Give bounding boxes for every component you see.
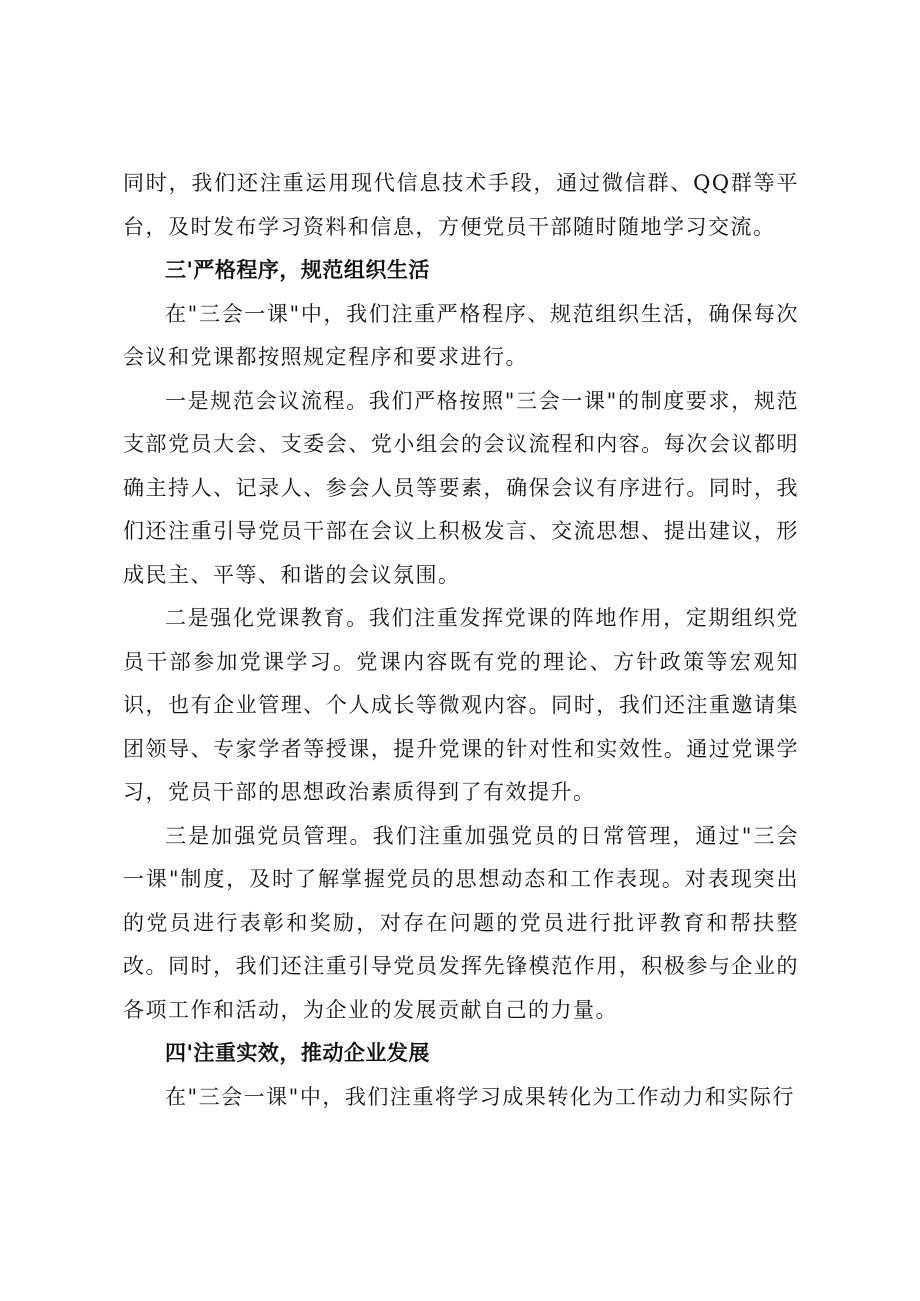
paragraph-info-tech: 同时，我们还注重运用现代信息技术手段，通过微信群、QQ群等平台，及时发布学习资料和信息，方便党员干部随时随地学习交流。 [123, 171, 799, 239]
paragraph-effectiveness: 在"三会一课"中，我们注重将学习成果转化为工作动力和实际行 [165, 1084, 795, 1109]
document-body [123, 162, 799, 1119]
section-heading-four: 四'注重实效，推动企业发展 [165, 1041, 430, 1065]
paragraph-strict-procedure: 在"三会一课"中，我们注重严格程序、规范组织生活，确保每次会议和党课都按照规定程序和要求进行。 [123, 301, 799, 369]
paragraph-party-lecture: 二是强化党课教育。我们注重发挥党课的阵地作用，定期组织党员干部参加党课学习。党课内容既有党的理论、方针政策等宏观知识，也有企业管理、个人成长等微观内容。同时，我们还注重邀请集团领导、专家学者等授课，提升党课的针对性和实效性。通过党课学习，党员干部的思想政治素质得到了有效提升。 [123, 606, 799, 804]
section-heading-three: 三'严格程序，规范组织生活 [165, 258, 430, 282]
paragraph-member-management: 三是加强党员管理。我们注重加强党员的日常管理，通过"三会一课"制度，及时了解掌握党员的思想动态和工作表现。对表现突出的党员进行表彰和奖励，对存在问题的党员进行批评教育和帮扶整改。同时，我们还注重引导党员发挥先锋模范作用，积极参与企业的各项工作和活动，为企业的发展贡献自己的力量。 [123, 823, 799, 1022]
paragraph-meeting-process: 一是规范会议流程。我们严格按照"三会一课"的制度要求，规范支部党员大会、支委会、党小组会的会议流程和内容。每次会议都明确主持人、记录人、参会人员等要素，确保会议有序进行。同时，我们还注重引导党员干部在会议上积极发言、交流思想、提出建议，形成民主、平等、和谐的会议氛围。 [123, 388, 799, 587]
